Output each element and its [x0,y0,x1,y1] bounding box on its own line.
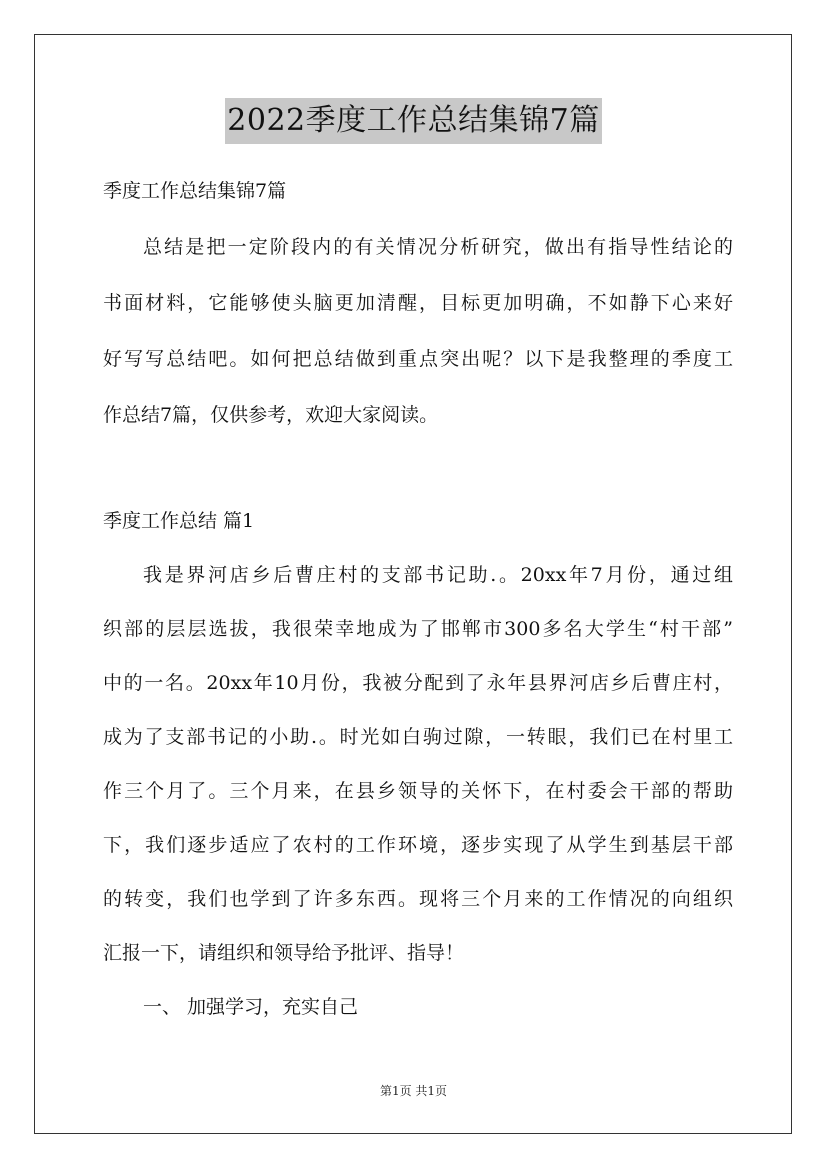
subheading-learning: 一、 加强学习，充实自己 [143,996,359,1018]
section-heading: 季度工作总结 篇1 [103,510,255,532]
intro-line-2: 书面材料，它能够使头脑更加清醒，目标更加明确，不如静下心来好 [103,292,733,314]
section-line-8: 汇报一下，请组织和领导给予批评、指导！ [103,942,465,964]
section-line-6: 下，我们逐步适应了农村的工作环境，逐步实现了从学生到基层干部 [103,834,733,856]
intro-line-3: 好写写总结吧。如何把总结做到重点突出呢？以下是我整理的季度工 [103,348,733,370]
page-footer: 第1页 共1页 [379,1084,448,1098]
section-line-7: 的转变，我们也学到了许多东西。现将三个月来的工作情况的向组织 [103,888,733,910]
section-line-3: 中的一名。20xx年10月份，我被分配到了永年县界河店乡后曹庄村， [103,672,733,694]
section-line-2: 织部的层层选拔，我很荣幸地成为了邯郸市300多名大学生“村干部” [103,618,733,640]
section-line-5: 作三个月了。三个月来，在县乡领导的关怀下，在村委会干部的帮助 [103,780,733,802]
intro-line-1: 总结是把一定阶段内的有关情况分析研究，做出有指导性结论的 [143,236,733,258]
document-title: 2022季度工作总结集锦7篇 [225,98,601,144]
title-container [0,98,827,144]
section-line-1: 我是界河店乡后曹庄村的支部书记助.。20xx年7月份，通过组 [143,564,733,586]
section-line-4: 成为了支部书记的小助.。时光如白驹过隙，一转眼，我们已在村里工 [103,726,733,748]
document-subtitle: 季度工作总结集锦7篇 [103,180,287,202]
intro-line-4: 作总结7篇，仅供参考，欢迎大家阅读。 [103,404,439,426]
